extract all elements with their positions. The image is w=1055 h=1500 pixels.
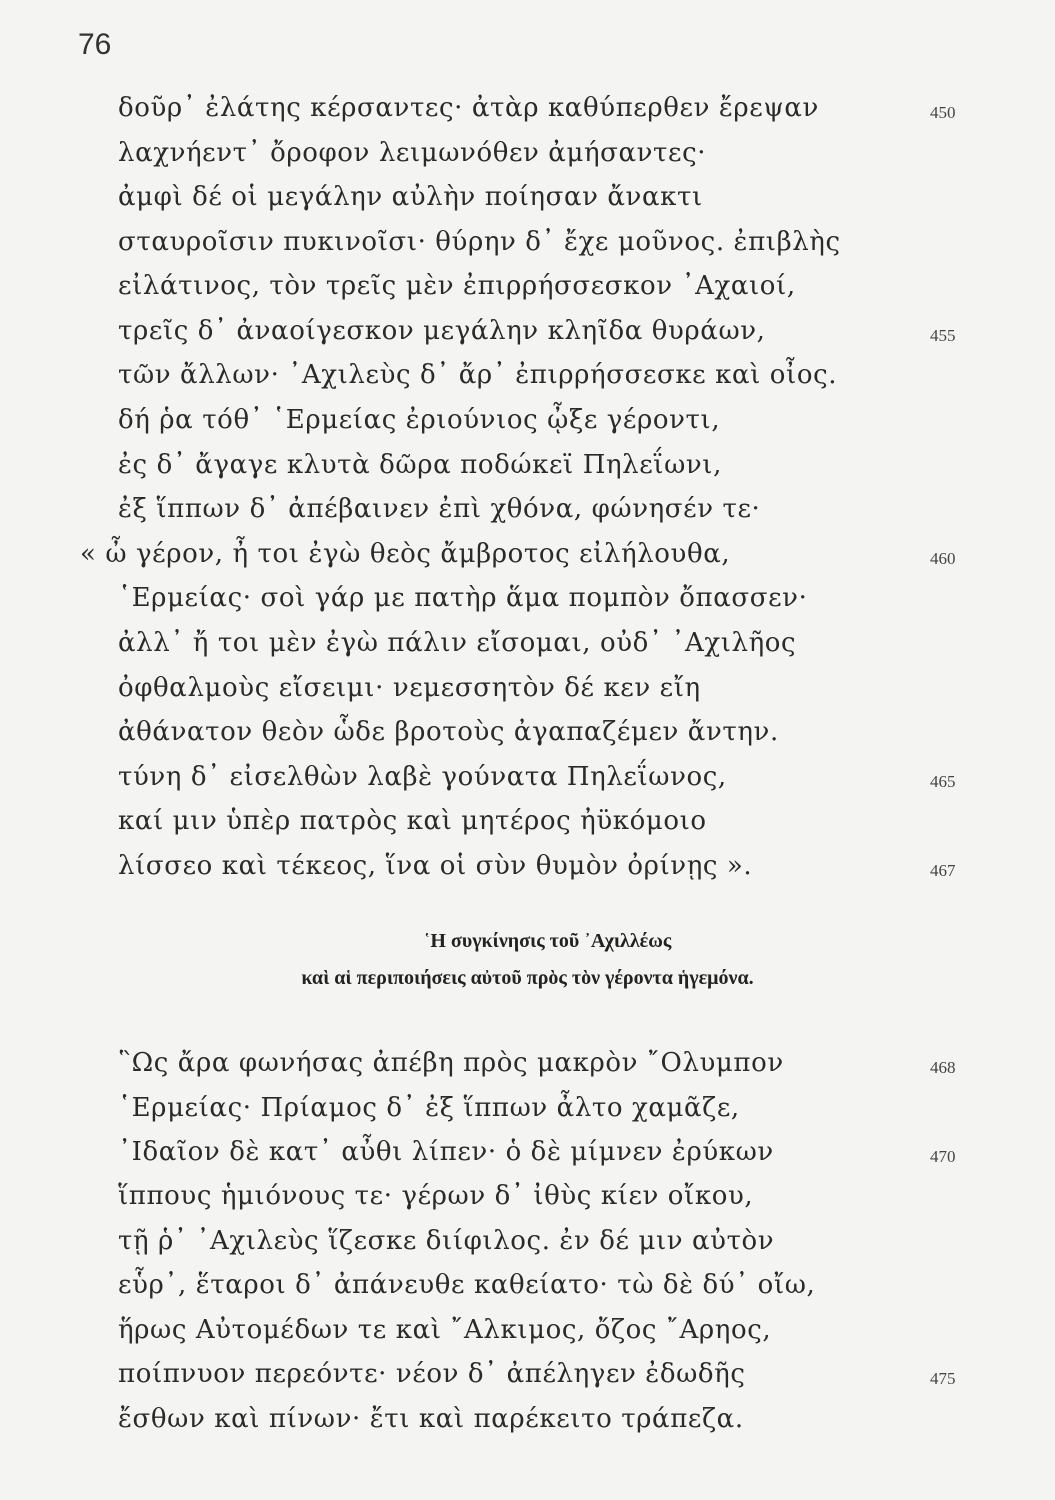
verse-line: ῾Ερμείας· Πρίαμος δ᾽ ἐξ ἵππων ἆλτο χαμᾶζε, — [118, 1093, 740, 1123]
verse-line: ἵππους ἡμιόνους τε· γέρων δ᾽ ἰθὺς κίεν οἴκου, — [118, 1181, 754, 1211]
verse-line: καί μιν ὑπὲρ πατρὸς καὶ μητέρος ἠϋκόμοιο — [118, 806, 707, 836]
line-number: 470 — [930, 1147, 956, 1166]
verse-line: ᾿Ιδαῖον δὲ κατ᾽ αὖθι λίπεν· ὁ δὲ μίμνεν ἐρύκων — [118, 1137, 774, 1167]
line-number: 465 — [930, 772, 956, 791]
verse-line: τρεῖς δ᾽ ἀναοίγεσκον μεγάλην κληῖδα θυράων, — [118, 316, 766, 346]
line-number: 455 — [930, 326, 956, 345]
line-number: 460 — [930, 549, 956, 568]
verse-line: τῶν ἄλλων· ᾿Αχιλεὺς δ᾽ ἄρ᾽ ἐπιρρήσσεσκε καὶ οἶος. — [118, 360, 838, 390]
verse-line: δή ῥα τόθ᾽ ῾Ερμείας ἐριούνιος ᾦξε γέροντι, — [118, 405, 721, 435]
verse-line: ῝Ως ἄρα φωνήσας ἀπέβη πρὸς μακρὸν ῎Ολυμπον — [118, 1048, 784, 1078]
line-number: 468 — [930, 1058, 956, 1077]
verse-line: ἀμφὶ δέ οἱ μεγάλην αὐλὴν ποίησαν ἄνακτι — [118, 182, 703, 212]
verse-line: ὀφθαλμοὺς εἴσειμι· νεμεσσητὸν δέ κεν εἴη — [118, 673, 701, 703]
verse-line: σταυροῖσιν πυκινοῖσι· θύρην δ᾽ ἔχε μοῦνος. ἐπιβλὴς — [118, 227, 841, 257]
page-number: 76 — [78, 28, 112, 61]
verse-line: δοῦρ᾽ ἐλάτης κέρσαντες· ἀτὰρ καθύπερθεν ἔρεψαν — [118, 93, 819, 123]
section-heading: ῾Η συγκίνησις τοῦ ᾿Αχιλλέως — [423, 930, 672, 952]
verse-line: λαχνήεντ᾽ ὄροφον λειμωνόθεν ἀμήσαντες· — [118, 138, 707, 168]
verse-line: ἐς δ᾽ ἄγαγε κλυτὰ δῶρα ποδώκεϊ Πηλεΐωνι, — [118, 450, 722, 480]
verse-line: λίσσεο καὶ τέκεος, ἵνα οἱ σὺν θυμὸν ὀρίνῃς ». — [118, 851, 753, 881]
verse-line: ἥρως Αὐτομέδων τε καὶ ῎Αλκιμος, ὄζος ῎Αρηος, — [118, 1315, 772, 1345]
verse-line: ἐξ ἵππων δ᾽ ἀπέβαινεν ἐπὶ χθόνα, φώνησέν τε· — [118, 494, 761, 524]
verse-line: « ὦ γέρον, ἦ τοι ἐγὼ θεὸς ἄμβροτος εἰλήλουθα, — [80, 539, 731, 569]
verse-line: ῾Ερμείας· σοὶ γάρ με πατὴρ ἅμα πομπὸν ὄπασσεν· — [118, 583, 808, 613]
verse-line: τῇ ῥ᾽ ᾿Αχιλεὺς ἵζεσκε διίφιλος. ἐν δέ μιν αὐτὸν — [118, 1226, 775, 1256]
verse-line: ἀλλ᾽ ἤ τοι μὲν ἐγὼ πάλιν εἴσομαι, οὐδ᾽ ᾿Αχιλῆος — [118, 628, 797, 658]
verse-line: εὗρ᾽, ἕταροι δ᾽ ἀπάνευθε καθείατο· τὼ δὲ δύ᾽ οἴω, — [118, 1270, 816, 1300]
line-number: 450 — [930, 103, 956, 122]
verse-line: εἰλάτινος, τὸν τρεῖς μὲν ἐπιρρήσσεσκον ᾿Αχαιοί, — [118, 271, 796, 301]
line-number: 475 — [930, 1369, 956, 1388]
verse-line: ποίπνυον περεόντε· νέον δ᾽ ἀπέληγεν ἐδωδῆς — [118, 1359, 746, 1389]
line-number: 467 — [930, 861, 956, 880]
verse-line: τύνη δ᾽ εἰσελθὼν λαβὲ γούνατα Πηλεΐωνος, — [118, 762, 727, 792]
section-heading-subtitle: καὶ αἱ περιποιήσεις αὐτοῦ πρὸς τὸν γέροντα ἡγεμόνα. — [301, 967, 754, 989]
verse-line: ἀθάνατον θεὸν ὧδε βροτοὺς ἀγαπαζέμεν ἄντην. — [118, 717, 779, 747]
verse-line: ἔσθων καὶ πίνων· ἔτι καὶ παρέκειτο τράπεζα. — [118, 1404, 744, 1434]
